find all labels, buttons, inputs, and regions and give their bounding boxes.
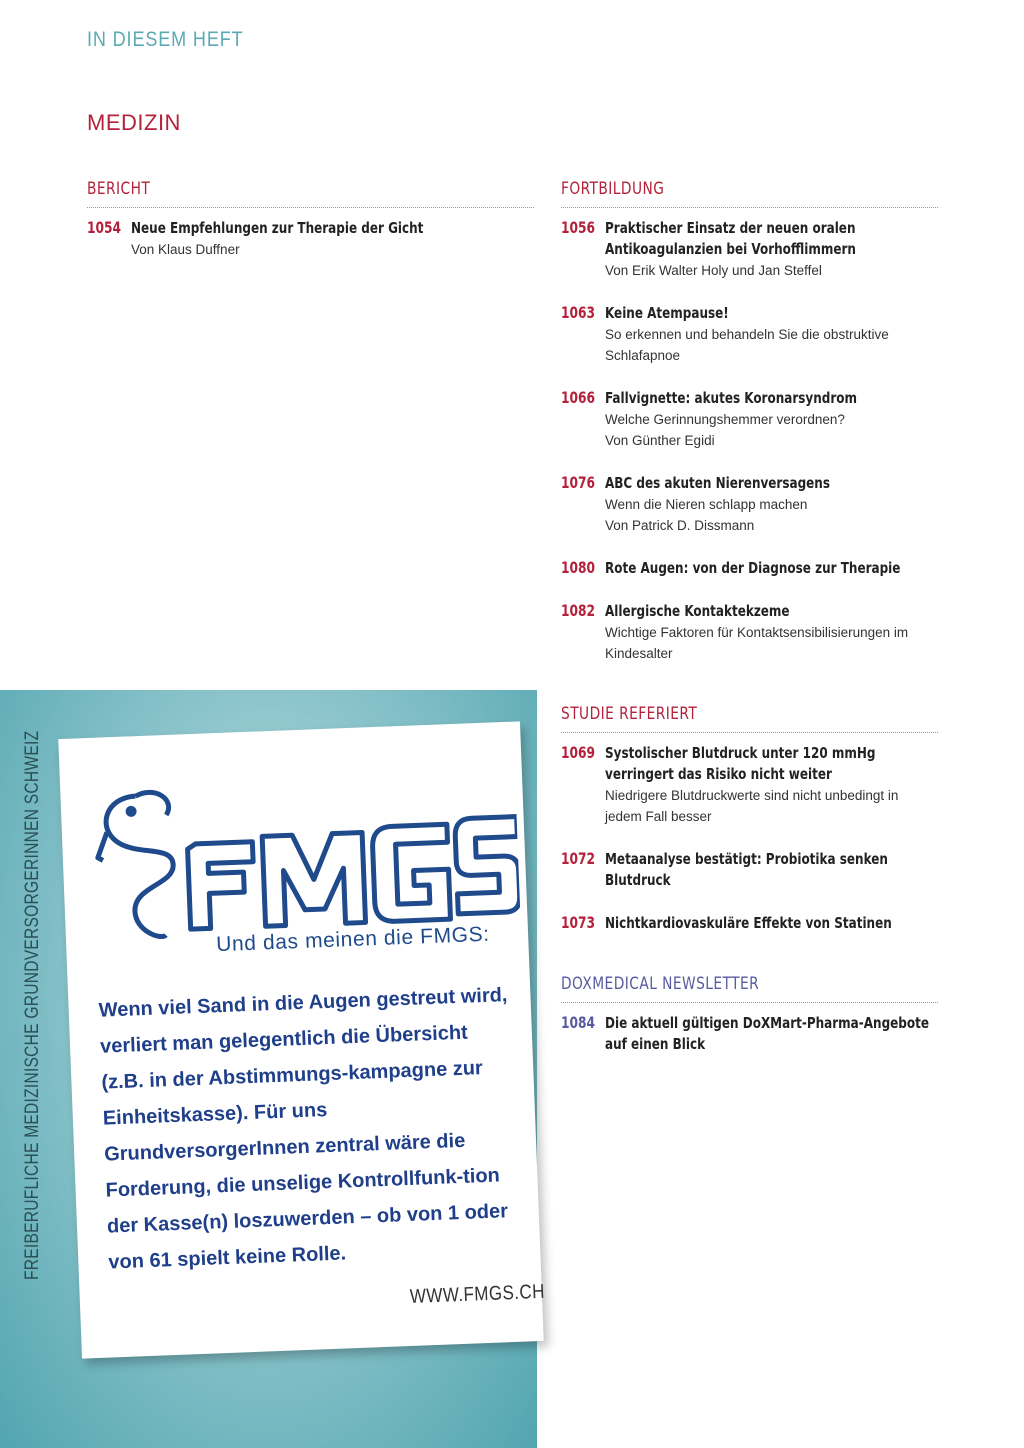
toc-entry[interactable] [561,1013,938,1055]
entry-title: Nichtkardiovaskuläre Effekte von Statinen [605,914,892,932]
ad-vertical-text: FREIBERUFLICHE MEDIZINISCHE GRUNDVERSORGERINNEN SCHWEIZ [22,730,43,1280]
entry-title: Metaanalyse bestätigt: Probiotika senken Blutdruck [605,850,888,889]
toc-entry[interactable] [561,601,938,664]
page-number: 1066 [561,388,596,407]
heft-kicker: IN DIESEM HEFT [87,28,244,51]
page-number: 1072 [561,849,596,868]
page-number: 1056 [561,218,596,237]
toc-entry[interactable] [561,303,938,366]
ad-url[interactable]: WWW.FMGS.CH [409,1280,546,1308]
entry-subtitle: Von Erik Walter Holy und Jan Steffel [605,263,822,278]
entry-subtitle: So erkennen und behandeln Sie die obstruktive Schlafapnoe [605,327,889,363]
page-number: 1084 [561,1013,596,1032]
entry-subtitle: Von Patrick D. Dissmann [605,518,755,533]
page-number: 1082 [561,601,596,620]
entry-title: Praktischer Einsatz der neuen oralen Antikoagulanzien bei Vorhofflimmern [605,219,856,258]
rubric-heading: BERICHT [87,179,534,208]
page-number: 1076 [561,473,596,492]
ad-tagline: Und das meinen die FMGS: [215,922,491,957]
rubric-heading: STUDIE REFERIERT [561,704,938,733]
page-number: 1080 [561,558,596,577]
toc-entry[interactable] [561,849,938,891]
ad-card [58,721,546,1358]
entry-subtitle: Welche Gerinnungshemmer verordnen? [605,412,845,427]
entry-subtitle: Niedrigere Blutdruckwerte sind nicht unbedingt in jedem Fall besser [605,788,899,824]
entry-subtitle: Von Klaus Duffner [131,242,240,257]
left-column [87,179,534,282]
toc-entry[interactable] [561,913,938,934]
entry-title: ABC des akuten Nierenversagens [605,474,830,492]
toc-entry[interactable] [561,743,938,827]
entry-subtitle: Wichtige Faktoren für Kontaktsensibilisierungen im Kindesalter [605,625,909,661]
entry-subtitle: Von Günther Egidi [605,433,715,448]
entry-title: Fallvignette: akutes Koronarsyndrom [605,389,858,407]
entry-title: Die aktuell gültigen DoXMart-Pharma-Angebote auf einen Blick [605,1014,929,1053]
toc-entry[interactable] [561,218,938,281]
ad-quote: Wenn viel Sand in die Augen gestreut wird, verliert man gelegentlich die Übersicht (z.B. in der Abstimmungs-kampagne zur Einheitskasse). Für uns GrundversorgerInnen zentral wäre die Forderung, die unselige Kontrollfunk-tion der Kasse(n) loszuwerden – ob von 1 oder von 61 spielt keine Rolle. [98,984,509,1274]
entry-title: Allergische Kontaktekzeme [605,602,790,620]
page-number: 1063 [561,303,596,322]
section-title: MEDIZIN [87,110,181,135]
entry-title: Systolischer Blutdruck unter 120 mmHg verringert das Risiko nicht weiter [605,744,876,783]
right-column [561,179,938,1077]
page-number: 1073 [561,913,596,932]
rubric-heading: DOXMEDICAL NEWSLETTER [561,974,938,1003]
toc-entry[interactable] [87,218,534,260]
toc-entry[interactable] [561,388,938,451]
toc-entry[interactable] [561,473,938,536]
entry-title: Neue Empfehlungen zur Therapie der Gicht [131,219,424,237]
rubric-heading: FORTBILDUNG [561,179,938,208]
entry-title: Rote Augen: von der Diagnose zur Therapie [605,559,901,577]
entry-title: Keine Atempause! [605,304,729,322]
page-number: 1069 [561,743,596,762]
page-number: 1054 [87,218,122,237]
toc-entry[interactable] [561,558,938,579]
entry-subtitle: Wenn die Nieren schlapp machen [605,497,808,512]
